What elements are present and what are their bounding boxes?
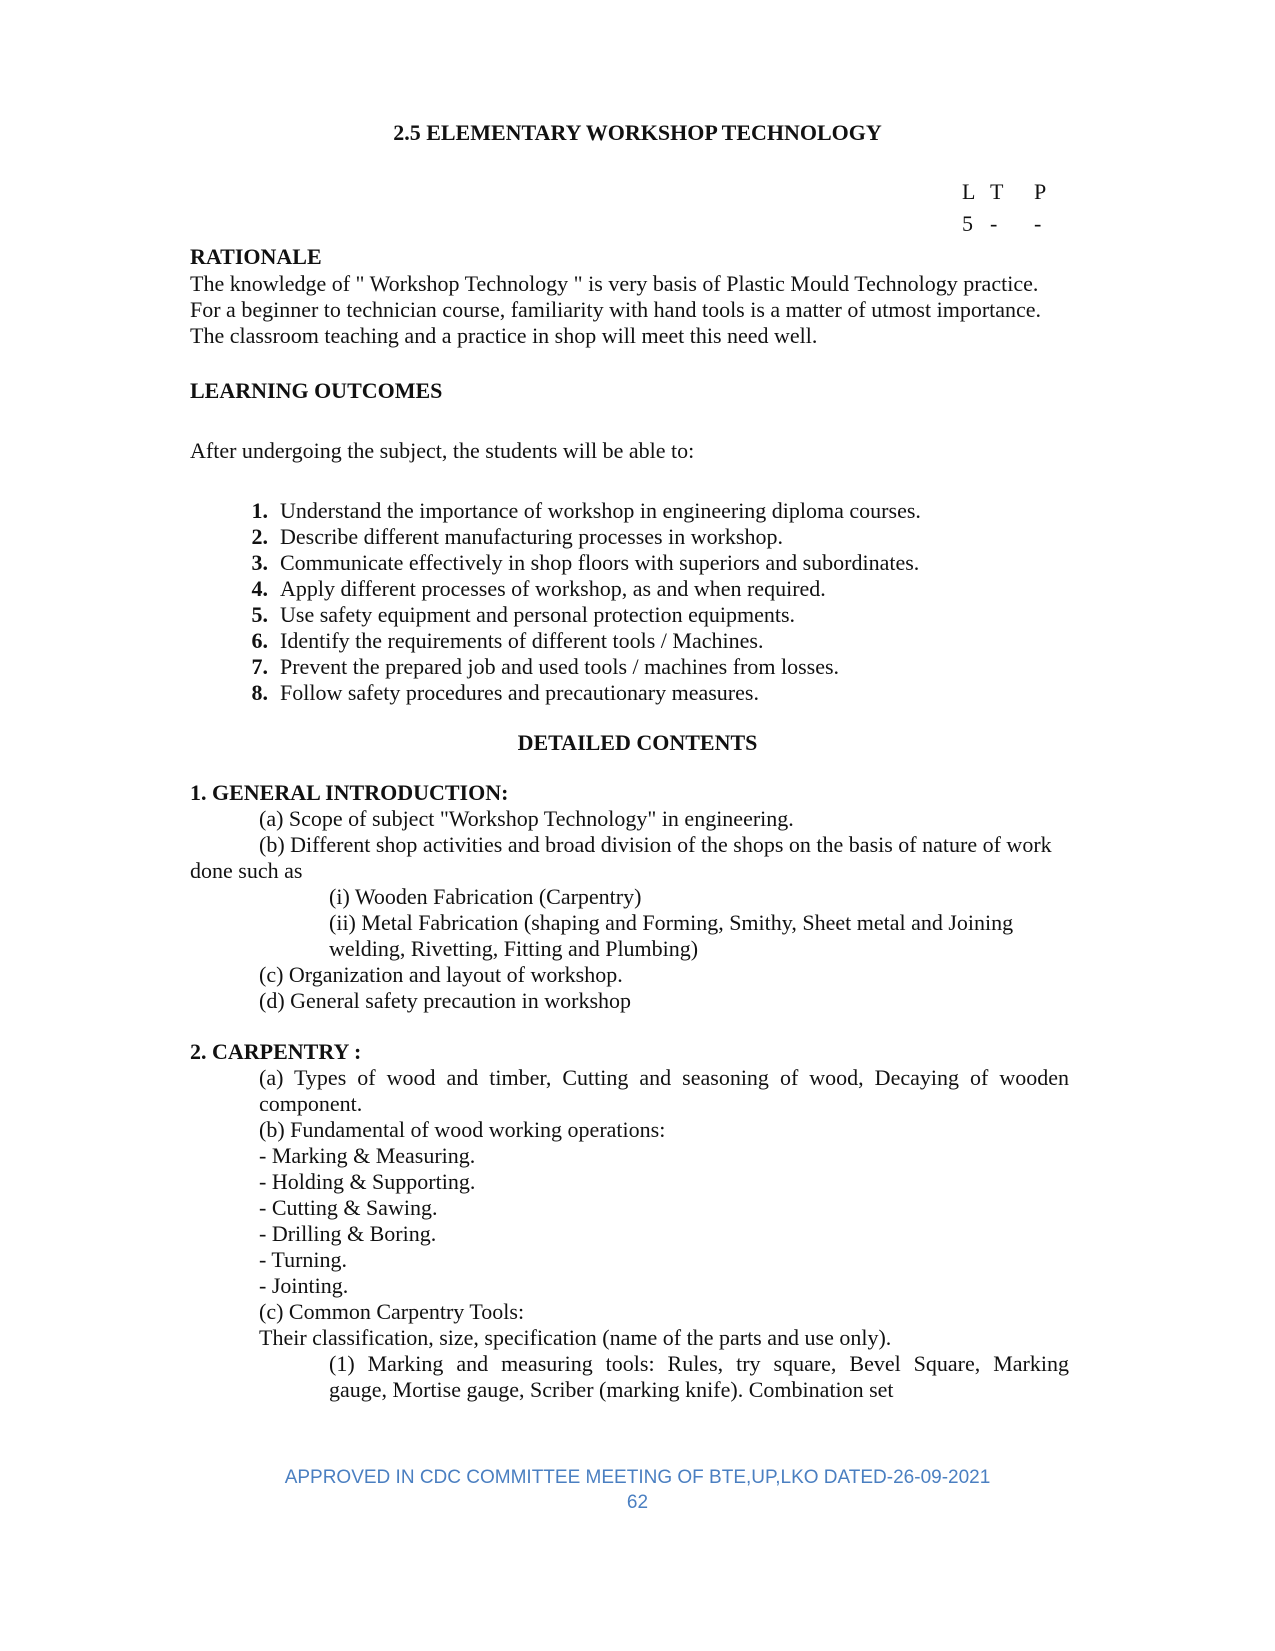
ltp-header-l: L (962, 179, 976, 204)
content-line: (i) Wooden Fabrication (Carpentry) (329, 884, 642, 909)
list-item: - Marking & Measuring. (259, 1143, 476, 1168)
list-item: 1. Understand the importance of workshop in engineering diploma courses. (251, 498, 921, 523)
content-line: done such as (190, 858, 303, 883)
section-heading-carpentry: 2. CARPENTRY : (190, 1039, 362, 1064)
list-item: 4. Apply different processes of workshop, as and when required. (251, 576, 826, 601)
ltp-value-p: - (1034, 211, 1042, 236)
detailed-contents-heading: DETAILED CONTENTS (517, 730, 758, 755)
rationale-line: The knowledge of " Workshop Technology " is very basis of Plastic Mould Technology practice. (190, 271, 1039, 296)
list-item: - Holding & Supporting. (259, 1169, 476, 1194)
page-number: 62 (626, 1492, 649, 1513)
rationale-heading: RATIONALE (190, 244, 322, 269)
content-line: component. (259, 1091, 363, 1116)
ltp-header-t: T (990, 179, 1004, 204)
content-line: (c) Organization and layout of workshop. (259, 962, 623, 987)
list-item: 7. Prevent the prepared job and used tools / machines from losses. (251, 654, 840, 679)
section-heading-general-introduction: 1. GENERAL INTRODUCTION: (190, 780, 509, 805)
ltp-header-p: P (1034, 179, 1047, 204)
learning-outcomes-heading: LEARNING OUTCOMES (190, 378, 443, 403)
list-item: - Turning. (259, 1247, 348, 1272)
content-line: (d) General safety precaution in workshop (259, 988, 632, 1013)
content-line: gauge, Mortise gauge, Scriber (marking knife). Combination set (329, 1377, 894, 1402)
content-line: (a) Scope of subject "Workshop Technology" in engineering. (259, 806, 794, 831)
list-item: - Jointing. (259, 1273, 349, 1298)
rationale-line: The classroom teaching and a practice in shop will meet this need well. (190, 323, 818, 348)
learning-outcomes-intro: After undergoing the subject, the students will be able to: (190, 438, 695, 463)
ltp-value-l: 5 (962, 211, 973, 236)
list-item: - Drilling & Boring. (259, 1221, 437, 1246)
ltp-value-t: - (990, 211, 998, 236)
content-line: (ii) Metal Fabrication (shaping and Forming, Smithy, Sheet metal and Joining (329, 910, 1014, 935)
content-line: (b) Fundamental of wood working operations: (259, 1117, 666, 1142)
content-line: Their classification, size, specification (name of the parts and use only). (259, 1325, 892, 1350)
approval-footer: APPROVED IN CDC COMMITTEE MEETING OF BTE,UP,LKO DATED-26-09-2021 (284, 1467, 991, 1488)
rationale-line: For a beginner to technician course, familiarity with hand tools is a matter of utmost importance. (190, 297, 1042, 322)
list-item: 2. Describe different manufacturing processes in workshop. (251, 524, 783, 549)
list-item: 6. Identify the requirements of different tools / Machines. (251, 628, 764, 653)
content-line: (c) Common Carpentry Tools: (259, 1299, 525, 1324)
page-title: 2.5 ELEMENTARY WORKSHOP TECHNOLOGY (393, 120, 882, 145)
content-line: (a) Types of wood and timber, Cutting and seasoning of wood, Decaying of wooden (259, 1065, 1069, 1090)
content-line: (1) Marking and measuring tools: Rules, try square, Bevel Square, Marking (329, 1351, 1069, 1376)
list-item: 3. Communicate effectively in shop floors with superiors and subordinates. (251, 550, 920, 575)
list-item: 8. Follow safety procedures and precautionary measures. (251, 680, 759, 705)
list-item: 5. Use safety equipment and personal protection equipments. (251, 602, 796, 627)
content-line: welding, Rivetting, Fitting and Plumbing) (329, 936, 699, 961)
list-item: - Cutting & Sawing. (259, 1195, 438, 1220)
content-line: (b) Different shop activities and broad division of the shops on the basis of nature of work (259, 832, 1052, 857)
